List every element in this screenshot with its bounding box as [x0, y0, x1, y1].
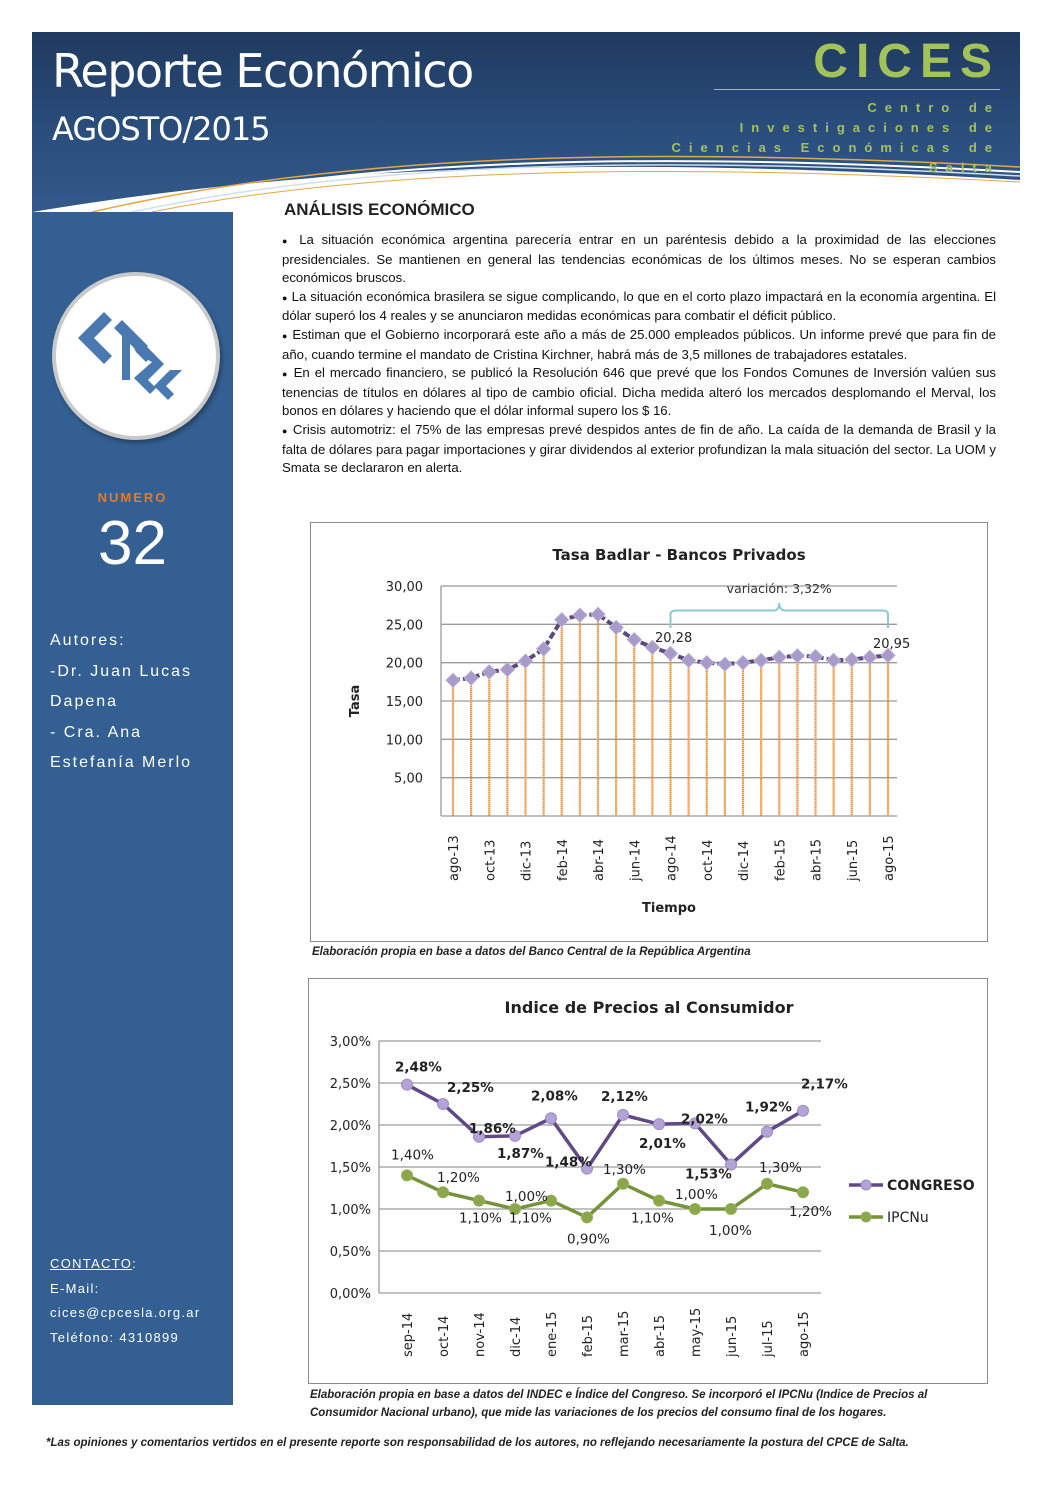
ipcnu-data-label: 1,00%: [709, 1223, 752, 1239]
y-tick-label: 20,00: [385, 656, 423, 672]
ipc-chart: [308, 978, 988, 1384]
x-tick-label: jun-14: [628, 839, 644, 881]
issue-number: 32: [98, 509, 167, 578]
bullet-paragraph: ● La situación económica brasilera se sigue complicando, lo que en el corto plazo impactará en la economía argentina. El dólar superó los 4 reales y se anunciaron medidas económicas para combatir el déficit público.: [282, 288, 997, 324]
x-tick-label: ago-14: [664, 835, 680, 881]
cpce-logo: [52, 272, 220, 440]
author-line: - Cra. Ana: [50, 723, 143, 741]
data-marker: [700, 656, 714, 670]
data-marker: [827, 653, 841, 667]
phone-number: Teléfono: 4310899: [50, 1329, 180, 1345]
congreso-marker: [762, 1126, 773, 1137]
congreso-marker: [438, 1099, 449, 1110]
x-tick-label: ago-15: [797, 1311, 812, 1357]
variation-annotation: variación: 3,32%: [726, 581, 832, 596]
data-marker: [464, 671, 478, 685]
congreso-data-label: 1,86%: [469, 1120, 516, 1137]
data-marker: [790, 649, 804, 663]
congreso-data-label: 2,12%: [601, 1088, 648, 1105]
authors-heading: Autores:: [50, 632, 126, 649]
congreso-data-label: 1,87%: [497, 1145, 544, 1162]
issue-number-label: NUMERO: [97, 490, 168, 505]
legend-congreso-marker: [861, 1180, 871, 1190]
ipcnu-data-label: 1,20%: [437, 1170, 480, 1187]
badlar-chart-caption: Elaboración propia en base a datos del Banco Central de la República Argentina: [312, 946, 751, 958]
y-tick-label: 25,00: [385, 618, 423, 634]
x-tick-label: ago-15: [882, 835, 897, 881]
ipcnu-marker: [798, 1187, 809, 1198]
data-marker: [718, 657, 732, 671]
x-tick-label: feb-15: [581, 1314, 596, 1357]
x-tick-label: abr-15: [653, 1315, 668, 1357]
article-body: [282, 231, 996, 478]
ipcnu-data-label: 1,00%: [505, 1189, 548, 1205]
y-tick-label: 3,00%: [329, 1035, 371, 1050]
badlar-chart: [310, 522, 988, 942]
ipcnu-data-label: 1,10%: [509, 1210, 552, 1227]
report-header: [32, 32, 1020, 212]
ipcnu-marker: [474, 1195, 485, 1206]
x-tick-label: sep-14: [401, 1312, 416, 1357]
authors-list: [50, 626, 192, 779]
ipcnu-marker: [654, 1195, 665, 1206]
y-tick-label: 0,50%: [329, 1245, 371, 1260]
data-marker: [809, 650, 823, 664]
x-tick-label: oct-14: [700, 839, 716, 881]
data-label: 20,28: [655, 631, 693, 646]
ipcnu-marker: [690, 1204, 701, 1215]
ipcnu-data-label: 1,20%: [789, 1204, 832, 1221]
x-tick-label: ene-15: [545, 1311, 560, 1357]
ipcnu-marker: [762, 1178, 773, 1189]
x-tick-label: jul-15: [761, 1320, 776, 1357]
y-tick-label: 5,00: [394, 771, 423, 787]
ipcnu-data-label: 1,10%: [459, 1210, 502, 1227]
congreso-data-label: 1,53%: [685, 1166, 732, 1183]
data-marker: [845, 653, 859, 667]
email-label: E-Mail:: [50, 1280, 100, 1296]
x-tick-label: dic-14: [509, 1316, 524, 1357]
y-tick-label: 1,50%: [329, 1161, 371, 1176]
y-tick-label: 30,00: [385, 580, 423, 595]
ipc-chart-svg: [309, 979, 987, 1383]
author-line: Dapena: [50, 693, 119, 710]
congreso-marker: [546, 1113, 557, 1124]
data-marker: [573, 608, 587, 622]
data-marker: [664, 646, 678, 660]
sidebar: [32, 212, 233, 1405]
x-tick-label: oct-14: [437, 1315, 452, 1357]
y-tick-label: 1,00%: [329, 1203, 371, 1218]
x-tick-label: ago-13: [447, 835, 462, 881]
ipcnu-data-label: 1,10%: [631, 1210, 674, 1227]
x-tick-label: dic-13: [519, 840, 535, 881]
congreso-data-label: 1,48%: [545, 1154, 592, 1171]
y-tick-label: 15,00: [385, 695, 423, 710]
data-marker: [682, 653, 696, 667]
congreso-marker: [618, 1109, 629, 1120]
data-marker: [754, 653, 768, 667]
congreso-data-label: 2,01%: [639, 1136, 686, 1153]
y-tick-label: 0,00%: [329, 1287, 371, 1302]
congreso-data-label: 2,48%: [395, 1059, 442, 1076]
data-marker: [500, 663, 514, 677]
y-tick-label: 10,00: [385, 733, 423, 749]
chart-title: Tasa Badlar - Bancos Privados: [552, 546, 806, 564]
x-tick-label: mar-15: [617, 1310, 632, 1357]
congreso-data-label: 2,25%: [447, 1080, 494, 1096]
x-tick-label: jun-15: [725, 1315, 740, 1357]
ipcnu-data-label: 1,40%: [391, 1147, 434, 1164]
x-tick-label: abr-15: [809, 839, 825, 881]
x-tick-label: jun-15: [845, 839, 861, 881]
disclaimer-footer: *Las opiniones y comentarios vertidos en el presente reporte son responsabilidad de los autores, no reflejando necesariamente la postura del CPCE de Salta.: [46, 1437, 909, 1449]
bullet-paragraph: ● La situación económica argentina parecería entrar en un paréntesis debido a la proximidad de las elecciones presidenciales. Se mantienen en general las tendencias económicas de los últimos meses. No se esperan cambios económicos bruscos.: [282, 232, 997, 286]
data-marker: [482, 665, 496, 679]
x-tick-label: feb-15: [773, 838, 789, 881]
ipcnu-marker: [582, 1212, 593, 1223]
badlar-chart-svg: [311, 523, 987, 941]
data-marker: [446, 673, 460, 687]
congreso-marker: [402, 1079, 413, 1090]
ipcnu-marker: [726, 1204, 737, 1215]
ipc-chart-caption: Elaboración propia en base a datos del INDEC e Índice del Congreso. Se incorporó el IPCNu (Indice de Precios al Consumidor Nacional urbano), que mide las variaciones de los precios del consumo final de los hogares.: [310, 1389, 928, 1419]
ipcnu-marker: [402, 1170, 413, 1181]
legend-ipcnu-label: IPCNu: [887, 1210, 929, 1226]
data-marker: [736, 656, 750, 670]
ipcnu-data-label: 1,30%: [603, 1161, 646, 1178]
email-link[interactable]: cices@cpcesla.org.ar: [50, 1305, 201, 1320]
congreso-marker: [654, 1119, 665, 1130]
ipcnu-data-label: 1,30%: [759, 1159, 802, 1176]
ipcnu-marker: [618, 1178, 629, 1189]
brand-logo-text: CICES: [813, 35, 1000, 88]
data-label: 20,95: [873, 637, 911, 652]
y-axis-title: Tasa: [348, 684, 363, 718]
congreso-data-label: 1,92%: [745, 1099, 792, 1116]
section-title: ANÁLISIS ECONÓMICO: [284, 200, 475, 219]
y-tick-label: 2,50%: [329, 1077, 371, 1092]
x-tick-label: abr-14: [592, 839, 607, 881]
cpce-logo-icon: [56, 276, 216, 436]
bullet-paragraph: ● Estiman que el Gobierno incorporará este año a más de 25.000 empleados públicos. Un informe prevé que para fin de año, cuando termine el mandato de Cristina Kirchner, habrá más de 3,5 millones de trabajadores estatales.: [282, 326, 997, 362]
congreso-data-label: 2,02%: [681, 1111, 728, 1128]
legend-ipcnu-marker: [861, 1212, 871, 1222]
report-title: Reporte Económico: [52, 44, 473, 98]
ipcnu-data-label: 1,00%: [675, 1187, 718, 1203]
contact-heading: CONTACTO: [50, 1256, 133, 1271]
x-tick-label: dic-14: [737, 840, 752, 881]
congreso-data-label: 2,08%: [531, 1088, 578, 1105]
x-tick-label: oct-13: [483, 839, 499, 881]
x-tick-label: feb-14: [555, 838, 571, 881]
bullet-paragraph: ● En el mercado financiero, se publicó la Resolución 646 que prevé que los Fondos Comunes de Inversión valúen sus tenencias de títulos en dólares al tipo de cambio oficial. Dicha medida alteró los mercados desplomando el Merval, los bonos en dólares y haciendo que el dólar informal supero los $ 16.: [282, 365, 996, 419]
author-line: -Dr. Juan Lucas: [50, 662, 193, 680]
report-date: AGOSTO/2015: [52, 110, 270, 148]
brand-divider: [714, 89, 1000, 90]
ipcnu-marker: [438, 1187, 449, 1198]
x-axis-title: Tiempo: [642, 901, 696, 916]
congreso-data-label: 2,17%: [801, 1076, 848, 1093]
contact-block: CONTACTO: E-Mail: cices@cpcesla.org.ar Teléfono: 4310899: [50, 1252, 200, 1350]
y-tick-label: 2,00%: [329, 1119, 371, 1134]
x-tick-label: nov-14: [473, 1312, 488, 1357]
congreso-marker: [798, 1105, 809, 1116]
x-tick-label: may-15: [689, 1307, 704, 1357]
ipcnu-data-label: 0,90%: [567, 1231, 610, 1248]
bullet-paragraph: ● Crisis automotriz: el 75% de las empresas prevé despidos antes de fin de año. La caída de la demanda de Brasil y la falta de dólares para pagar importaciones y girar dividendos al exterior profundizan la mala situación del sector. La UOM y Smata se declararon en alerta.: [282, 421, 996, 476]
author-line: Estefanía Merlo: [50, 754, 193, 771]
chart-title: Indice de Precios al Consumidor: [504, 998, 794, 1017]
brand-subtitle: Centro de Investigaciones de Ciencias Económicas de Salta: [671, 100, 1000, 175]
legend-congreso-label: CONGRESO: [887, 1178, 975, 1194]
